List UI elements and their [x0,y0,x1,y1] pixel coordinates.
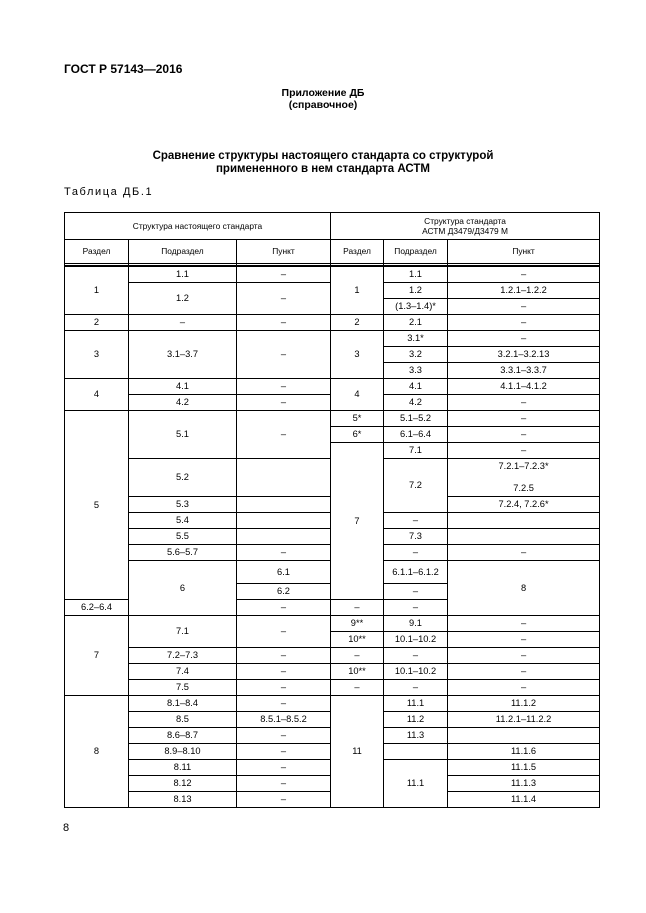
table-cell: 5.3 [129,497,237,513]
header-astm-standard [331,213,600,240]
table-cell: 5.1–5.2 [384,411,448,427]
table-cell: – [448,411,600,427]
table-cell [448,728,600,744]
table-cell: 1.2 [384,283,448,299]
table-cell [237,497,331,513]
table-cell: 4 [331,379,384,411]
table-cell: – [237,680,331,696]
table-cell: – [237,545,331,561]
table-cell: 8 [448,561,600,616]
table-cell [448,529,600,545]
table-cell: – [129,315,237,331]
table-cell: – [237,664,331,680]
table-cell: 4.2 [129,395,237,411]
table-cell: – [237,696,331,712]
table-cell: 11.1.6 [448,744,600,760]
table-cell: 8.6–8.7 [129,728,237,744]
table-cell: 3.2.1–3.2.13 [448,347,600,363]
table-cell: 7.2.4, 7.2.6* [448,497,600,513]
table-cell: 7.4 [129,664,237,680]
table-cell: 5.4 [129,513,237,529]
table-cell: 11.1.4 [448,792,600,808]
table-cell: 4.1.1–4.1.2 [448,379,600,395]
table-cell: – [331,680,384,696]
table-cell: – [448,680,600,696]
table-cell: – [448,427,600,443]
table-cell: 8.12 [129,776,237,792]
table-cell: 10.1–10.2 [384,632,448,648]
table-cell: 10** [331,632,384,648]
table-cell: – [448,632,600,648]
table-cell: 5 [65,411,129,600]
table-cell: 1 [65,266,129,315]
table-cell: 3.2 [384,347,448,363]
table-cell: – [237,744,331,760]
table-cell: 2.1 [384,315,448,331]
appendix-subtitle: (справочное) [288,99,358,111]
table-row [65,680,600,696]
section-title-line1: Сравнение структуры настоящего стандарта со структурой [152,150,494,162]
table-cell: 3.1* [384,331,448,347]
table-cell: 6 [129,561,237,616]
header-astm-line1: Структура стандарта [424,216,506,226]
table-cell: 8.5 [129,712,237,728]
table-caption: Таблица ДБ.1 [64,186,154,198]
table-cell: 10** [331,664,384,680]
table-cell: 7.1 [384,443,448,459]
table-cell: 1 [331,266,384,315]
table-row [65,616,600,632]
table-cell: 8.1–8.4 [129,696,237,712]
table-cell: – [448,616,600,632]
table-cell: – [237,331,331,379]
table-row [65,331,600,347]
table-cell: 9.1 [384,616,448,632]
table-cell [448,459,600,497]
table-cell: 11.1 [384,760,448,808]
table-cell: 4.2 [384,395,448,411]
table-cell: 2 [331,315,384,331]
table-cell: – [448,664,600,680]
table-row [65,648,600,664]
page-number: 8 [63,822,70,834]
table-row [65,266,600,283]
table-cell: 6.1 [237,561,331,584]
table-cell: 5.2 [129,459,237,497]
table-cell: – [384,648,448,664]
table-cell: 7 [331,443,384,600]
table-row [65,379,600,395]
table-cell [384,744,448,760]
table-cell: – [384,545,448,561]
table-cell: 6.1.1–6.1.2 [384,561,448,584]
table-cell: – [237,266,331,283]
table-column-header-row [65,240,600,264]
col-header-subsection: Подраздел [129,240,237,264]
table-cell: 5.1 [129,411,237,459]
table-cell: – [331,600,384,616]
table-cell: 11.2.1–11.2.2 [448,712,600,728]
section-title-line2: примененного в нем стандарта АСТМ [215,163,431,175]
table-cell: 11.3 [384,728,448,744]
table-cell: 11.1.3 [448,776,600,792]
table-cell: – [384,513,448,529]
col-header-item: Пункт [237,240,331,264]
table-cell: – [237,648,331,664]
table-cell: 5.6–5.7 [129,545,237,561]
col-header-section: Раздел [65,240,129,264]
table-cell: – [237,379,331,395]
comparison-table [64,212,600,808]
table-cell: 7.2 [384,459,448,513]
table-cell: – [237,315,331,331]
header-current-standard: Структура настоящего стандарта [65,213,331,240]
table-cell: 8.9–8.10 [129,744,237,760]
table-cell: 4.1 [384,379,448,395]
table-cell: 7.2–7.3 [129,648,237,664]
table-cell: – [448,395,600,411]
table-cell: 6.2 [237,584,331,600]
table-row [65,315,600,331]
table-cell: – [237,616,331,648]
table-cell: – [237,395,331,411]
header-astm-line2: АСТМ Д3479/Д3479 М [422,226,508,236]
table-row [65,696,600,712]
table-cell: – [448,315,600,331]
table-cell: 11 [331,696,384,808]
table-cell: 11.1.5 [448,760,600,776]
table-cell: 8.11 [129,760,237,776]
table-cell: – [448,299,600,315]
appendix-title: Приложение ДБ [281,87,365,99]
table-cell: – [237,792,331,808]
table-cell: 3 [65,331,129,379]
astm-item-7-2-a: 7.2.1–7.2.3* [498,461,549,471]
table-cell: 4.1 [129,379,237,395]
table-cell: 7.5 [129,680,237,696]
table-cell [237,529,331,545]
table-cell: – [384,584,448,600]
table-cell: 3 [331,331,384,379]
table-cell: – [237,283,331,315]
table-cell: 11.1.2 [448,696,600,712]
table-cell: – [237,600,331,616]
table-row [65,411,600,427]
col-header-astm-section: Раздел [331,240,384,264]
astm-item-7-2-b: 7.2.5 [513,483,534,493]
table-cell: – [448,266,600,283]
table-cell: – [448,331,600,347]
table-cell [448,513,600,529]
table-cell: 6.2–6.4 [65,600,129,616]
table-cell: 1.2.1–1.2.2 [448,283,600,299]
table-cell: 1.1 [384,266,448,283]
table-cell: – [448,443,600,459]
table-cell [237,513,331,529]
table-cell: 11.1 [384,696,448,712]
table-cell: 7.3 [384,529,448,545]
table-row [65,664,600,680]
table-header-row [65,213,600,240]
table-cell: – [237,760,331,776]
table-cell: – [448,648,600,664]
table-cell: 2 [65,315,129,331]
table-cell: – [237,411,331,459]
table-cell: 3.3 [384,363,448,379]
table-cell: (1.3–1.4)* [384,299,448,315]
table-cell: 9** [331,616,384,632]
table-cell: 7.1 [129,616,237,648]
table-cell: 10.1–10.2 [384,664,448,680]
table-cell: – [384,600,448,616]
table-cell [237,459,331,497]
table-cell: 11.2 [384,712,448,728]
document-code: ГОСТ Р 57143—2016 [64,62,183,76]
table-cell: 5.5 [129,529,237,545]
table-cell: – [237,728,331,744]
table-cell: 6* [331,427,384,443]
table-cell: 4 [65,379,129,411]
col-header-astm-item: Пункт [448,240,600,264]
table-cell: – [331,648,384,664]
table-cell: – [237,776,331,792]
table-cell: 1.1 [129,266,237,283]
table-cell: 8.13 [129,792,237,808]
col-header-astm-subsection: Подраздел [384,240,448,264]
table-cell: 6.1–6.4 [384,427,448,443]
table-cell: – [384,680,448,696]
table-cell: 8 [65,696,129,808]
table-cell: 5* [331,411,384,427]
table-cell: 3.3.1–3.3.7 [448,363,600,379]
table-cell: 3.1–3.7 [129,331,237,379]
table-cell: 8.5.1–8.5.2 [237,712,331,728]
table-cell: – [448,545,600,561]
table-cell: 1.2 [129,283,237,315]
table-cell: 7 [65,616,129,696]
